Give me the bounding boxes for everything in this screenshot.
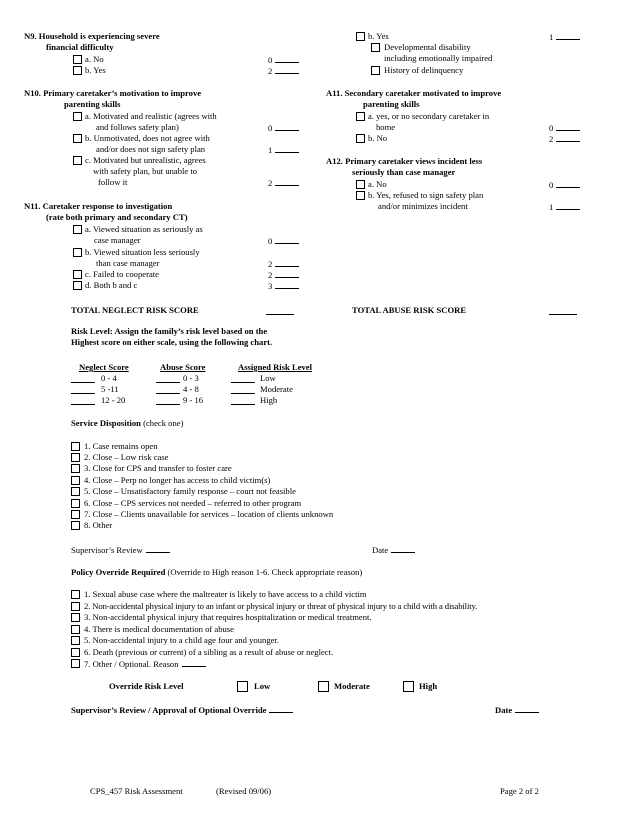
n10-title: N10. Primary caretaker’s motivation to improve [24,88,202,98]
a12-option-a-checkbox[interactable] [356,180,365,189]
n10-option-a-label: a. Motivated and realistic (agrees with [85,111,217,121]
a11-title-cont: parenting skills [363,99,420,109]
n11-title: N11. Caretaker response to investigation [24,201,173,211]
override-7-checkbox[interactable] [71,659,80,668]
a12-option-b-score: 1 [549,201,580,213]
a10-option-b-label: b. Yes [368,31,389,41]
n10-option-a-checkbox[interactable] [73,112,82,121]
assigned-risk-header: Assigned Risk Level [238,362,313,372]
score-blank[interactable] [275,65,299,74]
n10-option-a-label-cont: and follows safety plan) [96,122,179,132]
disposition-3-label: 3. Close for CPS and transfer to foster care [84,463,232,473]
a12-option-a-score: 0 [549,179,580,191]
n11-option-a-label: a. Viewed situation as seriously as [85,224,203,234]
date-blank[interactable] [391,544,415,553]
n11-option-d-score: 3 [268,280,299,292]
risk-high-label: High [260,395,278,405]
override-moderate-label: Moderate [334,681,370,691]
score-blank[interactable] [556,31,580,40]
override-5-checkbox[interactable] [71,636,80,645]
disposition-date: Date [372,544,415,556]
override-moderate-checkbox[interactable] [318,681,329,692]
a11-title: A11. Secondary caretaker motivated to improve [326,88,502,98]
a11-option-a-label-cont: home [376,122,396,132]
disposition-1-checkbox[interactable] [71,442,80,451]
footer-revised: (Revised 09/06) [216,786,272,796]
disposition-8-checkbox[interactable] [71,521,80,530]
abuse-low-range: 0 - 3 [183,373,199,383]
n11-option-b-label-cont: than case manager [96,258,160,268]
score-blank[interactable] [275,54,299,63]
history-delinquency-checkbox[interactable] [371,66,380,75]
n11-option-a-label-cont: case manager [94,235,141,245]
n10-option-c-checkbox[interactable] [73,156,82,165]
score-blank[interactable] [556,133,580,142]
n10-option-c-label-cont2: follow it [98,177,128,187]
n9-title-cont: financial difficulty [46,42,114,52]
date-blank[interactable] [515,704,539,713]
disposition-4-label: 4. Close – Perp no longer has access to child victim(s) [84,475,271,485]
n11-option-c-score: 2 [268,269,299,281]
override-7-label: 7. Other / Optional. Reason [84,658,206,670]
override-approval: Supervisor’s Review / Approval of Optional Override [71,704,293,716]
disposition-6-label: 6. Close – CPS services not needed – referred to other program [84,498,302,508]
risk-low-blank[interactable] [231,373,255,383]
a11-option-a-label: a. yes, or no secondary caretaker in [368,111,490,121]
n11-option-a-score: 0 [268,235,299,247]
signature-blank[interactable] [146,544,170,553]
n11-option-b-checkbox[interactable] [73,248,82,257]
history-delinquency-label: History of delinquency [384,65,464,75]
developmental-disability-label-cont: including emotionally impaired [384,53,493,63]
risk-moderate-label: Moderate [260,384,293,394]
n11-option-b-label: b. Viewed situation less seriously [85,247,200,257]
disposition-5-checkbox[interactable] [71,487,80,496]
n9-option-a-score: 0 [268,54,299,66]
a11-option-b-checkbox[interactable] [356,134,365,143]
total-abuse-label: TOTAL ABUSE RISK SCORE [352,305,467,315]
a11-option-a-checkbox[interactable] [356,112,365,121]
n10-title-cont: parenting skills [64,99,121,109]
policy-override-heading: Policy Override Required (Override to High reason 1-6. Check appropriate reason) [71,567,363,577]
n9-option-b-checkbox[interactable] [73,66,82,75]
neglect-moderate-blank[interactable] [71,384,95,394]
a12-title-cont: seriously than case manager [352,167,456,177]
neglect-score-header: Neglect Score [79,362,129,372]
risk-level-instructions: Risk Level: Assign the family’s risk level based on the [71,326,268,336]
a11-option-a-score: 0 [549,122,580,134]
override-4-checkbox[interactable] [71,625,80,634]
n10-option-c-label: c. Motivated but unrealistic, agrees [85,155,206,165]
override-risk-level-label: Override Risk Level [109,681,184,691]
override-low-checkbox[interactable] [237,681,248,692]
score-blank[interactable] [275,235,299,244]
override-4-label: 4. There is medical documentation of abuse [84,624,234,634]
override-1-label: 1. Sexual abuse case where the maltreater is likely to have access to a child victim [84,589,367,599]
score-blank[interactable] [275,144,299,153]
a12-option-b-label-cont: and/or minimizes incident [378,201,468,211]
override-6-label: 6. Death (previous or current) of a sibling as a result of abuse or neglect. [84,647,334,657]
n10-option-b-label: b. Unmotivated, does not agree with [85,133,210,143]
disposition-7-label: 7. Close – Clients unavailable for services – location of clients unknown [84,509,334,519]
override-high-label: High [419,681,438,691]
n10-option-b-score: 1 [268,144,299,156]
disposition-8-label: 8. Other [84,520,113,530]
n11-option-c-checkbox[interactable] [73,270,82,279]
disposition-5-label: 5. Close – Unsatisfactory family response – court not feasible [84,486,296,496]
score-blank[interactable] [275,269,299,278]
footer-page-number: Page 2 of 2 [500,786,539,796]
abuse-moderate-blank[interactable] [156,384,180,394]
neglect-low-blank[interactable] [71,373,95,383]
n11-option-a-checkbox[interactable] [73,225,82,234]
a10-option-b-checkbox[interactable] [356,32,365,41]
score-blank[interactable] [275,177,299,186]
override-date: Date [495,704,539,716]
n9-option-a-label: a. No [85,54,104,64]
override-2-label: 2. Non-accidental physical injury to an infant or physical injury or threat of physical injury to a child with a disability. [84,601,478,611]
n11-option-b-score: 2 [268,258,299,270]
neglect-high-range: 12 - 20 [101,395,126,405]
disposition-1-label: 1. Case remains open [84,441,158,451]
a12-option-b-label: b. Yes, refused to sign safety plan [368,190,484,200]
abuse-high-range: 9 - 16 [183,395,204,405]
n11-title-cont: (rate both primary and secondary CT) [46,212,188,222]
developmental-disability-label: Developmental disability [384,42,471,52]
override-high-checkbox[interactable] [403,681,414,692]
n10-option-c-score: 2 [268,177,299,189]
n11-option-d-checkbox[interactable] [73,281,82,290]
n9-option-a-checkbox[interactable] [73,55,82,64]
risk-level-instructions-cont: Highest score on either scale, using the following chart. [71,337,273,347]
abuse-low-blank[interactable] [156,373,180,383]
override-low-label: Low [254,681,271,691]
score-blank[interactable] [275,122,299,131]
score-blank[interactable] [275,280,299,289]
signature-blank[interactable] [269,704,293,713]
n11-option-c-label: c. Failed to cooperate [85,269,159,279]
a12-title: A12. Primary caretaker views incident less [326,156,483,166]
score-blank[interactable] [275,258,299,267]
n10-option-b-checkbox[interactable] [73,134,82,143]
score-blank[interactable] [556,179,580,188]
total-abuse-blank[interactable] [549,305,577,315]
footer-form-name: CPS_457 Risk Assessment [90,786,183,796]
risk-moderate-blank[interactable] [231,384,255,394]
n9-title: N9. Household is experiencing severe [24,31,160,41]
override-5-label: 5. Non-accidental injury to a child age four and younger. [84,635,279,645]
n9-option-b-label: b. Yes [85,65,106,75]
neglect-moderate-range: 5 -11 [101,384,119,394]
a12-option-a-label: a. No [368,179,387,189]
developmental-disability-checkbox[interactable] [371,43,380,52]
n10-option-b-label-cont: and/or does not sign safety plan [96,144,206,154]
n10-option-c-label-cont: with safety plan, but unable to [93,166,198,176]
disposition-3-checkbox[interactable] [71,464,80,473]
neglect-high-blank[interactable] [71,395,95,405]
score-blank[interactable] [556,122,580,131]
a11-option-b-score: 2 [549,133,580,145]
disposition-2-label: 2. Close – Low risk case [84,452,169,462]
total-neglect-blank[interactable] [266,305,294,315]
override-3-checkbox[interactable] [71,613,80,622]
override-1-checkbox[interactable] [71,590,80,599]
disposition-6-checkbox[interactable] [71,499,80,508]
total-neglect-label: TOTAL NEGLECT RISK SCORE [71,305,199,315]
disposition-7-checkbox[interactable] [71,510,80,519]
a11-option-b-label: b. No [368,133,388,143]
reason-blank[interactable] [182,658,206,667]
disposition-4-checkbox[interactable] [71,476,80,485]
n11-option-d-label: d. Both b and c [85,280,138,290]
score-blank[interactable] [556,201,580,210]
override-2-checkbox[interactable] [71,602,80,611]
disposition-2-checkbox[interactable] [71,453,80,462]
neglect-low-range: 0 - 4 [101,373,117,383]
abuse-moderate-range: 4 - 8 [183,384,199,394]
override-6-checkbox[interactable] [71,648,80,657]
abuse-high-blank[interactable] [156,395,180,405]
risk-low-label: Low [260,373,276,383]
service-disposition-heading: Service Disposition (check one) [71,418,184,428]
n10-option-a-score: 0 [268,122,299,134]
risk-high-blank[interactable] [231,395,255,405]
n9-option-b-score: 2 [268,65,299,77]
disposition-supervisor-review: Supervisor’s Review [71,544,170,556]
abuse-score-header: Abuse Score [160,362,206,372]
a12-option-b-checkbox[interactable] [356,191,365,200]
override-3-label: 3. Non-accidental physical injury that requires hospitalization or medical treatment. [84,612,372,622]
a10-option-b-score: 1 [549,31,580,43]
